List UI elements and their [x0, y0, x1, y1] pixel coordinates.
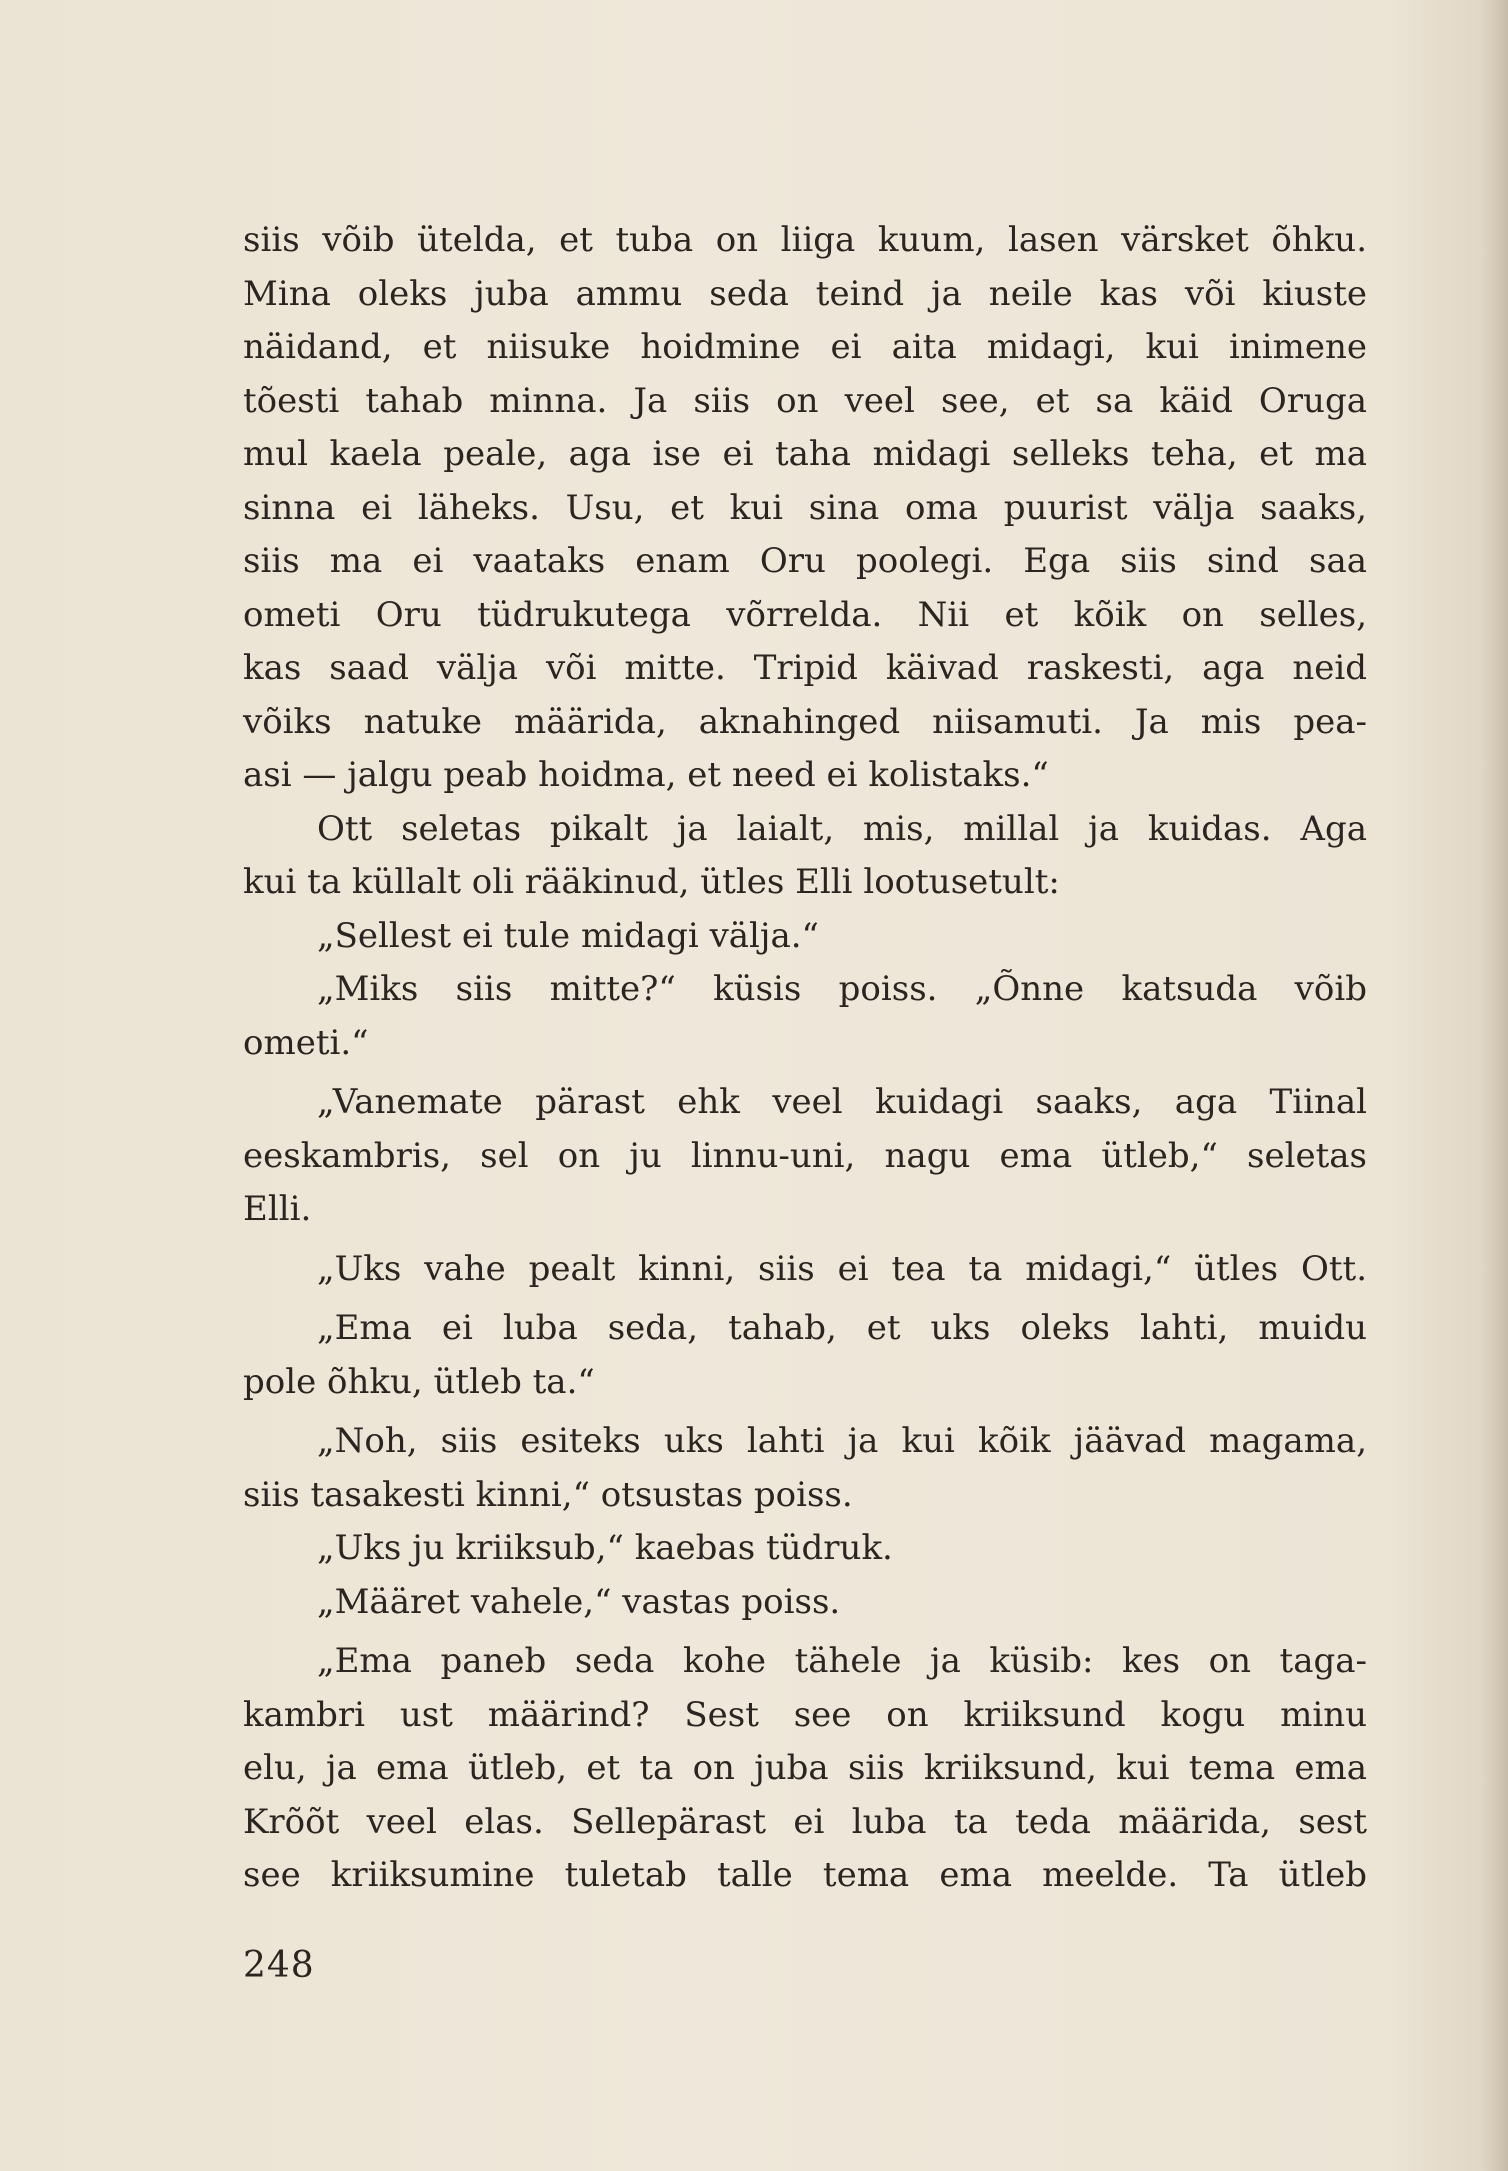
text-line: siis ma ei vaataks enam Oru poolegi. Ega siis sind saa	[243, 541, 1367, 581]
text-line: „Uks ju kriiksub,“ kaebas tüdruk.	[317, 1528, 893, 1568]
text-line: pole õhku, ütleb ta.“	[243, 1361, 595, 1402]
text-line: Elli.	[243, 1189, 312, 1229]
text-line: näidand, et niisuke hoidmine ei aita midagi, kui inimene	[243, 327, 1367, 367]
text-line: kas saad välja või mitte. Tripid käivad raskesti, aga neid	[243, 648, 1367, 688]
text-line: eeskambris, sel on ju linnu-uni, nagu ema ütleb,“ seletas	[243, 1135, 1367, 1176]
text-line: Ott seletas pikalt ja laialt, mis, millal ja kuidas. Aga	[317, 808, 1367, 849]
body-text	[243, 214, 1367, 1903]
page-edge-shadow	[1482, 0, 1508, 2171]
text-line: elu, ja ema ütleb, et ta on juba siis kriiksund, kui tema ema	[243, 1748, 1367, 1788]
text-line: „Miks siis mitte?“ küsis poiss. „Õnne katsuda võib	[317, 969, 1367, 1009]
page-number: 248	[243, 1945, 315, 1986]
text-line: „Ema paneb seda kohe tähele ja küsib: kes on taga-	[317, 1641, 1367, 1681]
text-line: „Sellest ei tule midagi välja.“	[317, 915, 819, 956]
text-line: sinna ei läheks. Usu, et kui sina oma puurist välja saaks,	[243, 487, 1367, 528]
text-line: see kriiksumine tuletab talle tema ema meelde. Ta ütleb	[243, 1855, 1367, 1895]
text-line: ometi Oru tüdrukutega võrrelda. Nii et kõik on selles,	[243, 594, 1367, 635]
text-line: ometi.“	[243, 1022, 369, 1063]
text-line: asi — jalgu peab hoidma, et need ei kolistaks.“	[243, 755, 1049, 795]
text-line: võiks natuke määrida, aknahinged niisamuti. Ja mis pea-	[243, 701, 1367, 742]
text-line: tõesti tahab minna. Ja siis on veel see, et sa käid Oruga	[243, 380, 1367, 421]
text-line: „Ema ei luba seda, tahab, et uks oleks lahti, muidu	[317, 1308, 1367, 1348]
text-line: siis tasakesti kinni,“ otsustas poiss.	[243, 1474, 853, 1515]
text-line: Mina oleks juba ammu seda teind ja neile kas või kiuste	[243, 273, 1367, 314]
text-line: „Määret vahele,“ vastas poiss.	[317, 1581, 841, 1622]
text-line: mul kaela peale, aga ise ei taha midagi selleks teha, et ma	[243, 434, 1367, 474]
text-line: „Uks vahe pealt kinni, siis ei tea ta midagi,“ ütles Ott.	[317, 1248, 1367, 1289]
text-line: Krõõt veel elas. Sellepärast ei luba ta teda määrida, sest	[243, 1801, 1367, 1842]
text-line: kambri ust määrind? Sest see on kriiksund kogu minu	[243, 1694, 1367, 1735]
text-line: „Vanemate pärast ehk veel kuidagi saaks, aga Tiinal	[317, 1082, 1367, 1122]
text-line: siis võib ütelda, et tuba on liiga kuum, lasen värsket õhku.	[243, 220, 1367, 260]
text-line: „Noh, siis esiteks uks lahti ja kui kõik jäävad magama,	[317, 1421, 1367, 1461]
text-line: kui ta küllalt oli rääkinud, ütles Elli lootusetult:	[243, 862, 1060, 902]
